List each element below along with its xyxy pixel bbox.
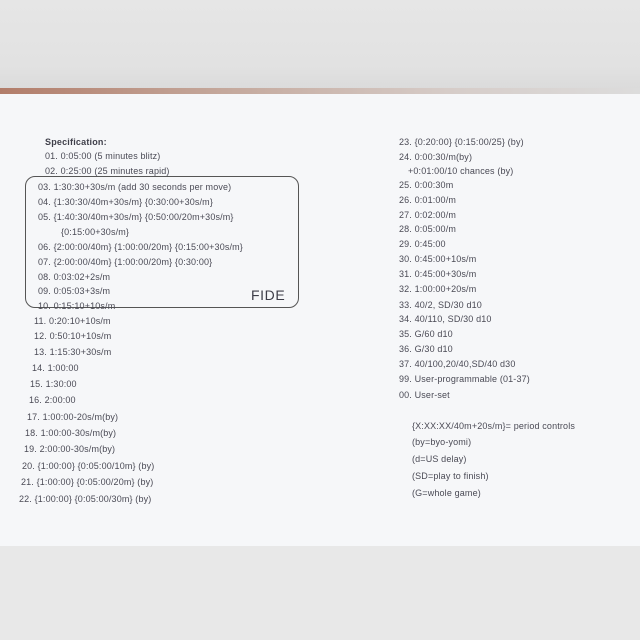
list-item: 37. 40/100,20/40,SD/40 d30: [399, 359, 516, 369]
list-item: 03. 1:30:30+30s/m (add 30 seconds per move): [38, 182, 232, 192]
list-item: 13. 1:15:30+30s/m: [34, 347, 112, 357]
list-item: 07. {2:00:00/40m} {1:00:00/20m} {0:30:00}: [38, 257, 213, 267]
list-item: 05. {1:40:30/40m+30s/m} {0:50:00/20m+30s/m}: [38, 212, 234, 222]
legend-item: {X:XX:XX/40m+20s/m}= period controls: [412, 421, 575, 431]
list-item: 23. {0:20:00} {0:15:00/25} (by): [399, 137, 524, 147]
list-item: 18. 1:00:00-30s/m(by): [25, 428, 117, 438]
list-item: 09. 0:05:03+3s/m: [38, 286, 111, 296]
list-item: 14. 1:00:00: [32, 363, 79, 373]
list-item: 16. 2:00:00: [29, 395, 76, 405]
list-item: 32. 1:00:00+20s/m: [399, 284, 477, 294]
list-item: 30. 0:45:00+10s/m: [399, 254, 477, 264]
list-item: 28. 0:05:00/m: [399, 224, 456, 234]
list-item: 25. 0:00:30m: [399, 180, 454, 190]
list-item: 17. 1:00:00-20s/m(by): [27, 412, 119, 422]
page-title: Specification:: [45, 137, 107, 147]
list-item: 99. User-programmable (01-37): [399, 374, 530, 384]
list-item-continuation: {0:15:00+30s/m}: [61, 227, 130, 237]
list-item: 27. 0:02:00/m: [399, 210, 456, 220]
legend-item: (G=whole game): [412, 488, 481, 498]
list-item: 20. {1:00:00} {0:05:00/10m} (by): [22, 461, 155, 471]
list-item-continuation: +0:01:00/10 chances (by): [408, 166, 514, 176]
list-item: 31. 0:45:00+30s/m: [399, 269, 477, 279]
table-surface-bottom: [0, 546, 640, 640]
list-item: 11. 0:20:10+10s/m: [34, 316, 111, 326]
list-item: 06. {2:00:00/40m} {1:00:00/20m} {0:15:00+30s/m}: [38, 242, 243, 252]
list-item: 29. 0:45:00: [399, 239, 446, 249]
list-item: 10. 0:15:10+10s/m: [38, 301, 116, 311]
legend-item: (d=US delay): [412, 454, 467, 464]
list-item: 34. 40/110, SD/30 d10: [399, 314, 492, 324]
table-surface-top: [0, 0, 640, 94]
legend-item: (by=byo-yomi): [412, 437, 472, 447]
list-item: 35. G/60 d10: [399, 329, 453, 339]
list-item: 01. 0:05:00 (5 minutes blitz): [45, 151, 161, 161]
list-item: 22. {1:00:00} {0:05:00/30m} (by): [19, 494, 152, 504]
list-item: 02. 0:25:00 (25 minutes rapid): [45, 166, 170, 176]
legend-item: (SD=play to finish): [412, 471, 489, 481]
fide-label: FIDE: [251, 287, 286, 303]
list-item: 26. 0:01:00/m: [399, 195, 456, 205]
list-item: 33. 40/2, SD/30 d10: [399, 300, 482, 310]
list-item: 36. G/30 d10: [399, 344, 453, 354]
list-item: 04. {1:30:30/40m+30s/m} {0:30:00+30s/m}: [38, 197, 213, 207]
list-item: 24. 0:00:30/m(by): [399, 152, 473, 162]
list-item: 08. 0:03:02+2s/m: [38, 272, 111, 282]
list-item: 15. 1:30:00: [30, 379, 77, 389]
list-item: 19. 2:00:00-30s/m(by): [24, 444, 116, 454]
list-item: 12. 0:50:10+10s/m: [34, 331, 112, 341]
list-item: 00. User-set: [399, 390, 450, 400]
list-item: 21. {1:00:00} {0:05:00/20m} (by): [21, 477, 154, 487]
